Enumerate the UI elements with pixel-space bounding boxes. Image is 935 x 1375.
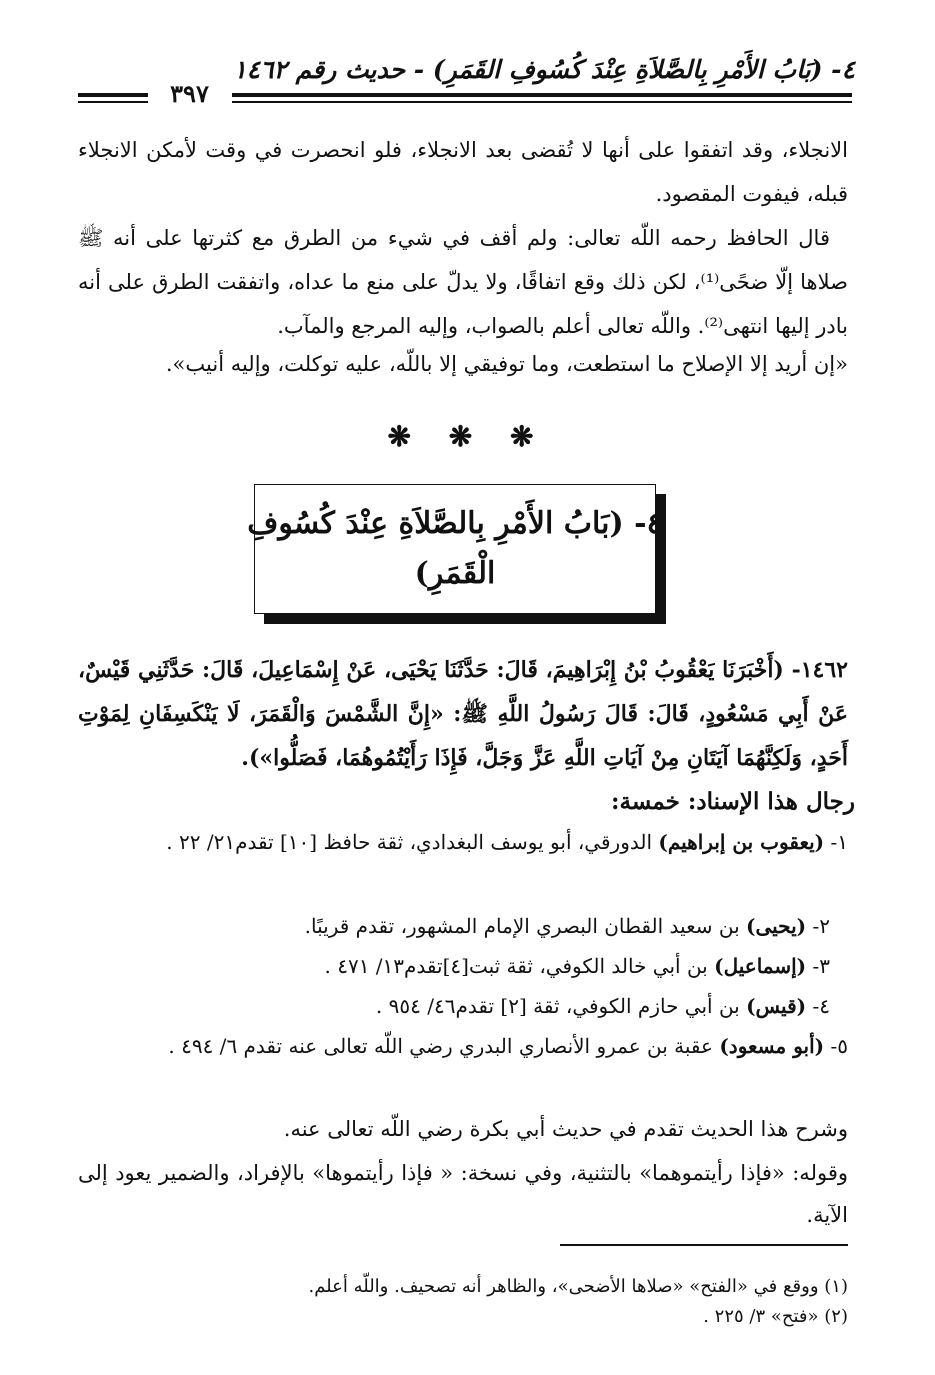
chapter-title-line-1: ٤- (بَابُ الأَمْرِ بِالصَّلاَةِ عِنْدَ كُسُوفِ (247, 506, 663, 541)
page-number: ٣٩٧ (170, 79, 209, 108)
narrator-name: (يحيى) (746, 914, 807, 938)
chapter-title-line-2: الْقَمَرِ) (414, 556, 496, 591)
narrator-item-4 (78, 986, 848, 1026)
header-rule-left-thin (78, 101, 148, 103)
narrator-item-2 (78, 906, 848, 946)
paragraph-hafiz-quote: قال الحافظ رحمه اللّه تعالى: ولم أقف في شيء من الطرق مع كثرتها على أنه ﷺ صلاها إلّا ضحًى⁽¹⁾، لكن ذلك وقع اتفاقًا، ولا يدلّ على منع ما عداه، واتفقت الطرق على أنه بادر إليها انتهى⁽²⁾. واللّه تعالى أعلم بالصواب، وإليه المرجع والمآب. (78, 226, 848, 338)
paragraph-closing-dua: «إن أريد إلا الإصلاح ما استطعت، وما توفيقي إلا باللّه، عليه توكلت، وإليه أنيب». (165, 352, 848, 376)
commentary-line-2: وقوله: «فإذا رأيتموهما» بالتثنية، وفي نسخة: « فإذا رأيتموها» بالإفراد، والضمير يعود إلى الآية. (78, 1161, 848, 1227)
narrator-name: (إسماعيل) (714, 954, 807, 978)
narrator-number: ٤- (806, 994, 830, 1018)
narrator-number: ٢- (806, 914, 830, 938)
narrators-heading: رجال هذا الإسناد: خمسة: (611, 788, 855, 815)
narrator-name: (يعقوب بن إبراهيم) (658, 830, 825, 854)
footnote-2: (٢) «فتح» ٣/ ٢٢٥ . (703, 1306, 848, 1327)
hadith-text: ١٤٦٢- (أَخْبَرَنَا يَعْقُوبُ بْنُ إِبْرَاهِيمَ، قَالَ: حَدَّثَنَا يَحْيَى، عَنْ إِسْمَاعِيلَ، قَالَ: حَدَّثَنِي قَيْسٌ، عَنْ أَبِي مَسْعُودٍ، قَالَ: قَالَ رَسُولُ اللَّهِ ﷺ: «إِنَّ الشَّمْسَ وَالْقَمَرَ، لَا يَنْكَسِفَانِ لِمَوْتِ أَحَدٍ، وَلَكِنَّهُمَا آيَتَانِ مِنْ آيَاتِ اللَّهِ عَزَّ وَجَلَّ، فَإِذَا رَأَيْتُمُوهُمَا، فَصَلُّوا»). (78, 657, 848, 771)
narrator-number: ١- (824, 830, 848, 854)
narrator-item-5 (78, 1026, 848, 1066)
narrator-number: ٣- (806, 954, 830, 978)
narrator-details: بن سعيد القطان البصري الإمام المشهور، تقدم قريبًا. (304, 914, 747, 938)
narrator-name: (أبو مسعود) (719, 1034, 825, 1058)
footnote-separator-rule (560, 1244, 848, 1246)
narrator-details: عقبة بن عمرو الأنصاري البدري رضي اللّه تعالى عنه تقدم ٦/ ٤٩٤ . (168, 1034, 720, 1058)
narrator-number: ٥- (824, 1034, 848, 1058)
section-separator-stars: ❋ ❋ ❋ (387, 420, 548, 453)
chapter-title-box (247, 484, 663, 614)
narrator-details: بن أبي خالد الكوفي، ثقة ثبت[٤]تقدم١٣/ ٤٧١ . (324, 954, 715, 978)
paragraph-continuation: الانجلاء، وقد اتفقوا على أنها لا تُقضى بعد الانجلاء، فلو انحصرت في وقت لأمكن الانجلاء قبله، فيفوت المقصود. (78, 138, 848, 206)
running-header-title: ٤- (بَابُ الأَمْرِ بِالصَّلاَةِ عِنْدَ كُسُوفِ القَمَرِ) - حديث رقم ١٤٦٢ (233, 55, 855, 84)
narrator-details: بن أبي حازم الكوفي، ثقة [٢] تقدم٤٦/ ٩٥٤ . (375, 994, 747, 1018)
narrator-details: الدورقي، أبو يوسف البغدادي، ثقة حافظ [١٠] تقدم٢١/ ٢٢ . (166, 830, 659, 854)
narrator-item-3 (78, 946, 848, 986)
header-rule-thin (232, 101, 852, 103)
narrator-item-1 (78, 822, 848, 862)
footnote-1: (١) ووقع في «الفتح» «صلاها الأضحى»، والظاهر أنه تصحيف. واللّه أعلم. (308, 1276, 848, 1297)
header-rule-left-thick (78, 93, 148, 97)
header-rule-thick (232, 93, 852, 97)
narrator-name: (قيس) (746, 994, 807, 1018)
commentary-line-1: وشرح هذا الحديث تقدم في حديث أبي بكرة رضي اللّه تعالى عنه. (283, 1117, 848, 1141)
